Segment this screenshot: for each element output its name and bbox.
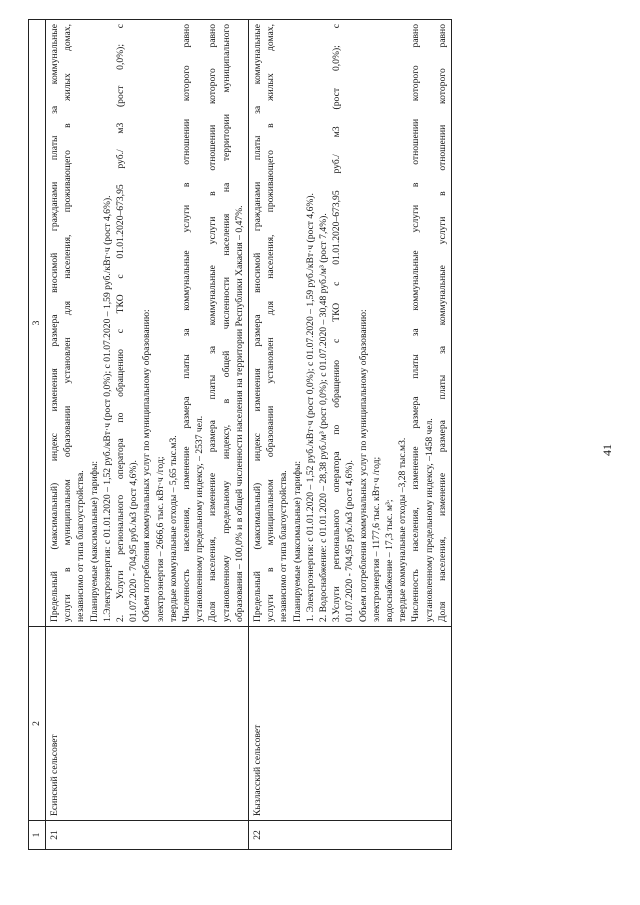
municipality-name: Кызласский сельсовет [249, 627, 452, 821]
page-number: 41 [600, 444, 614, 456]
text-line: 1. Электроэнергия: с 01.01.2020 – 1,52 руб./кВт·ч (рост 0,0%); с 01.07.2020 – 1,59 руб./кВт·ч (рост 4,6%). [304, 193, 316, 622]
row-description [249, 20, 452, 627]
text-line: Объем потребления коммунальных услуг по муниципальному образованию: [141, 309, 153, 622]
table-row [249, 20, 452, 850]
text-line: установленному предельному индексу, – 2537 чел. [194, 415, 206, 622]
text-line: Численность населения, изменение размера платы за коммунальные услуги в отношении которого равно [181, 24, 193, 622]
text-line: электроэнергия – 2666,6 тыс. кВт·ч /год; [154, 456, 166, 622]
header-col-1: 1 [29, 821, 46, 850]
text-line: Планируемые (максимальные) тарифы: [291, 460, 303, 622]
text-line: независимо от типа благоустройства. [75, 470, 87, 622]
table-row [46, 20, 249, 850]
table-header-row [29, 20, 46, 850]
header-col-2: 2 [29, 627, 46, 821]
text-line: Численность населения, изменение размера платы за коммунальные услуги в отношении которого равно [410, 24, 422, 622]
text-line: Объем потребления коммунальных услуг по муниципальному образованию: [357, 309, 369, 622]
row-number: 21 [46, 821, 249, 850]
text-line: водоснабжение – 17,3 тыс. м³; [384, 499, 396, 622]
text-line: установленному предельному индексу, в общей численности населения на территории муниципального [220, 24, 232, 622]
text-line: 2. Водоснабжение: с 01.01.2020 – 28,38 руб./м³ (рост 0,0%); с 01.07.2020 – 30,48 руб./м³ (рост 7,4%). [318, 213, 330, 622]
row-description [46, 20, 249, 627]
text-line: твердые коммунальные отходы –3,28 тыс.м3. [397, 437, 409, 622]
text-line: Доля населения, изменение размера платы за коммунальные услуги в отношении которого равно [436, 24, 448, 622]
row-number: 22 [249, 821, 452, 850]
text-line: Планируемые (максимальные) тарифы: [88, 460, 100, 622]
text-line: Предельный (максимальный) индекс изменения размера вносимой гражданами платы за коммунальные [252, 24, 264, 622]
tariff-table [28, 19, 452, 850]
text-line: установленному предельному индексу, –1458 чел. [423, 418, 435, 622]
text-line: 1.Электроэнергия: с 01.01.2020 – 1,52 руб./кВт·ч (рост 0,0%); с 01.07.2020 – 1,59 руб./кВт·ч (рост 4,6%). [101, 195, 113, 622]
text-line: образования – 100,0% и в общей численности населения на территории Республики Хакасия – 0,47%. [233, 205, 245, 622]
text-line: услуги в муниципальном образовании установлен для населения, проживающего в жилых домах, [265, 24, 277, 622]
text-line: независимо от типа благоустройства. [278, 470, 290, 622]
header-col-3: 3 [29, 20, 46, 627]
municipality-name: Есинский сельсовет [46, 627, 249, 821]
text-line: 01.07.2020 - 704,95 руб./м3 (рост 4,6%). [128, 460, 140, 622]
text-line: Предельный (максимальный) индекс изменения размера вносимой гражданами платы за коммунальные [49, 24, 60, 622]
text-line: услуги в муниципальном образовании установлен для населения, проживающего в жилых домах, [62, 24, 74, 622]
text-line: 2. Услуги регионального оператора по обращению с ТКО с 01.01.2020–673,95 руб./ м3 (рост 0,0%); с [115, 24, 127, 622]
text-line: электроэнергия – 1177,6 тыс. кВт·ч /год; [370, 456, 382, 622]
text-line: 3.Услуги регионального оператора по обращению с ТКО с 01.01.2020–673,95 руб./ м3 (рост 0,0%); с [331, 24, 343, 622]
text-line: 01.07.2020 - 704,95 руб./м3 (рост 4,6%). [344, 460, 356, 622]
text-line: Доля населения, изменение размера платы за коммунальные услуги в отношении которого равно [207, 24, 219, 622]
text-line: твердые коммунальные отходы – 5,65 тыс.м3. [167, 435, 179, 622]
